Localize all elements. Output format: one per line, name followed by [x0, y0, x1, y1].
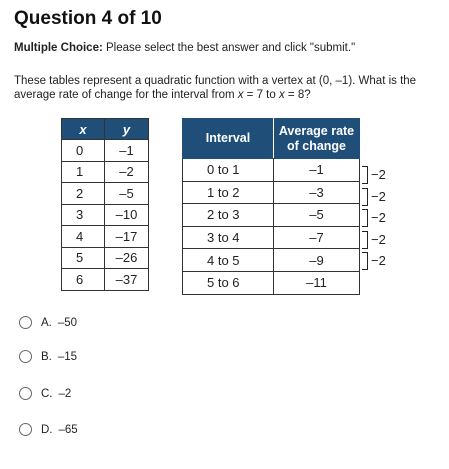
instructions-text: Please select the best answer and click "submit." [106, 42, 356, 54]
table-row [183, 159, 360, 182]
difference-marker [362, 231, 402, 249]
radio-button-icon[interactable] [19, 350, 32, 363]
bracket-icon [362, 166, 368, 184]
table-row [62, 226, 149, 248]
rate-header: Average rate of change [274, 119, 360, 159]
choice-letter: A. [41, 316, 52, 329]
rate-cell: –7 [274, 226, 360, 249]
interval-cell: 1 to 2 [183, 181, 274, 204]
table-row [62, 204, 149, 226]
difference-marker [362, 209, 402, 227]
table-row [62, 161, 149, 183]
rate-cell: –5 [274, 204, 360, 227]
table-row [62, 183, 149, 205]
rate-cell: –9 [274, 249, 360, 272]
prompt-text-2: = 7 to [243, 89, 279, 101]
x-cell: 0 [62, 140, 105, 162]
y-cell: –26 [105, 247, 149, 269]
question-title: Question 4 of 10 [14, 8, 162, 29]
x-cell: 4 [62, 226, 105, 248]
bracket-icon [362, 252, 368, 270]
radio-button-icon[interactable] [19, 387, 32, 400]
y-cell: –10 [105, 204, 149, 226]
interval-header: Interval [183, 119, 274, 159]
table-row [183, 226, 360, 249]
interval-cell: 4 to 5 [183, 249, 274, 272]
interval-cell: 0 to 1 [183, 159, 274, 182]
choice-b[interactable] [19, 350, 77, 363]
bracket-icon [362, 209, 368, 227]
table-row [183, 181, 360, 204]
rate-cell: –3 [274, 181, 360, 204]
difference-marker [362, 252, 402, 270]
prompt-var-1: x [237, 89, 244, 101]
table-row [62, 140, 149, 162]
xy-header-x: x [62, 119, 105, 140]
choice-text: –65 [58, 423, 78, 436]
prompt-text-1: These tables represent a quadratic function with a vertex at (0, –1). What is the average rate of change for the interval from [14, 75, 417, 101]
choice-d[interactable] [19, 423, 78, 436]
radio-button-icon[interactable] [19, 423, 32, 436]
difference-value: −2 [371, 210, 386, 225]
prompt-var-2: x [278, 89, 285, 101]
rate-cell: –1 [274, 159, 360, 182]
table-row [183, 271, 360, 294]
choice-text: –50 [57, 316, 78, 329]
difference-value: −2 [371, 231, 386, 247]
choice-letter: D. [41, 423, 53, 436]
table-row [62, 247, 149, 269]
x-cell: 3 [62, 204, 105, 226]
question-prompt [14, 74, 439, 102]
rate-cell: –11 [274, 271, 360, 294]
y-cell: –1 [105, 140, 149, 162]
radio-button-icon[interactable] [19, 316, 32, 329]
y-cell: –2 [105, 161, 149, 183]
choice-text: –15 [57, 350, 78, 363]
interval-cell: 3 to 4 [183, 226, 274, 249]
y-cell: –5 [105, 183, 149, 205]
bracket-icon [362, 231, 368, 249]
bracket-icon [362, 188, 368, 206]
choice-letter: C. [41, 387, 53, 400]
xy-table-header [62, 119, 149, 140]
choice-a[interactable] [19, 316, 77, 329]
xy-table [61, 118, 149, 291]
instructions-label: Multiple Choice: [14, 42, 103, 54]
prompt-text-3: = 8? [284, 89, 311, 101]
instructions [14, 42, 355, 54]
x-cell: 1 [62, 161, 105, 183]
interval-cell: 5 to 6 [183, 271, 274, 294]
choice-c[interactable] [19, 387, 71, 400]
y-cell: –37 [105, 269, 149, 291]
table-row [183, 249, 360, 272]
table-row [183, 204, 360, 227]
x-cell: 6 [62, 269, 105, 291]
difference-value: −2 [371, 188, 386, 204]
rate-of-change-table [182, 118, 360, 295]
interval-cell: 2 to 3 [183, 204, 274, 227]
difference-marker [362, 188, 402, 206]
table-row [62, 269, 149, 291]
y-cell: –17 [105, 226, 149, 248]
difference-marker [362, 166, 402, 184]
rate-table-header [183, 119, 360, 159]
xy-header-y: y [105, 119, 149, 140]
difference-value: −2 [371, 253, 386, 268]
choice-letter: B. [41, 350, 52, 363]
x-cell: 2 [62, 183, 105, 205]
difference-value: −2 [371, 167, 386, 182]
choice-text: –2 [58, 387, 72, 400]
x-cell: 5 [62, 247, 105, 269]
